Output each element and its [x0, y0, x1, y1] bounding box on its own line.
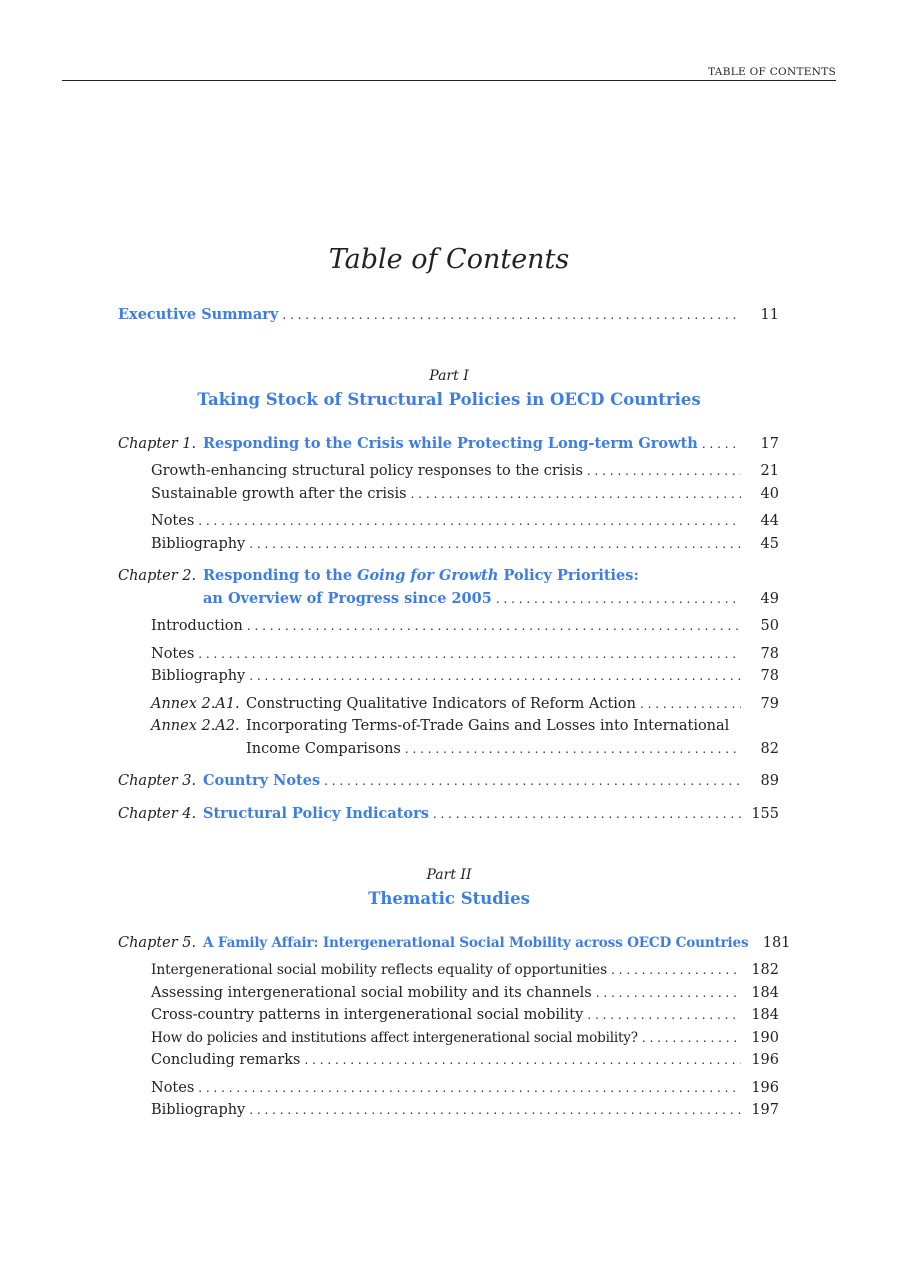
toc-subentry[interactable]	[151, 534, 779, 554]
page-number: 196	[751, 1052, 779, 1068]
subentry-title[interactable]: Bibliography	[151, 1102, 246, 1118]
chapter-prefix: Chapter 2.	[118, 568, 197, 584]
leader-dots	[611, 960, 741, 980]
page-number: 50	[760, 618, 779, 634]
annex-title-line2[interactable]: Income Comparisons	[246, 741, 401, 757]
leader-dots	[411, 484, 741, 504]
page-title: Table of Contents	[328, 244, 570, 275]
toc-subentry[interactable]	[151, 1078, 779, 1098]
subentry-title[interactable]: Notes	[151, 646, 195, 662]
toc-link-chapter-3[interactable]: Country Notes	[203, 772, 321, 789]
leader-dots	[640, 694, 741, 714]
toc-subentry[interactable]	[151, 1100, 779, 1120]
part-label: Part II	[426, 867, 472, 883]
toc-subentry[interactable]	[151, 461, 779, 481]
subentry-title[interactable]: Assessing intergenerational social mobility and its channels	[151, 985, 592, 1001]
page-number: 89	[760, 773, 779, 789]
toc-subentry[interactable]	[151, 983, 779, 1003]
page-number: 78	[760, 646, 779, 662]
running-header-label: TABLE OF CONTENTS	[708, 66, 836, 78]
page-number: 44	[760, 513, 779, 529]
page-number: 17	[760, 436, 779, 452]
subentry-title[interactable]: Intergenerational social mobility reflects equality of opportunities	[151, 962, 608, 978]
page-number: 182	[751, 962, 779, 978]
page-number: 79	[760, 696, 779, 712]
toc-entry-chapter-3[interactable]	[118, 771, 779, 791]
toc-subentry[interactable]	[151, 1028, 779, 1048]
page-number: 45	[760, 536, 779, 552]
toc-subentry[interactable]	[151, 1050, 779, 1070]
leader-dots	[198, 1078, 741, 1098]
toc-link-chapter-1[interactable]: Responding to the Crisis while Protecting Long-term Growth	[203, 435, 698, 452]
toc-entry-chapter-2-line2[interactable]	[203, 589, 779, 609]
toc-annex-entry-line2[interactable]	[246, 739, 779, 759]
toc-subentry[interactable]	[151, 644, 779, 664]
toc-link-chapter-5[interactable]: A Family Affair: Intergenerational Social Mobility across OECD Countries	[203, 935, 749, 951]
toc-entry-chapter-2-line1[interactable]	[118, 566, 779, 586]
subentry-title[interactable]: Notes	[151, 513, 195, 529]
subentry-title[interactable]: Bibliography	[151, 536, 246, 552]
leader-dots	[324, 771, 741, 791]
chapter-prefix: Chapter 5.	[118, 935, 197, 951]
part-title[interactable]: Thematic Studies	[368, 889, 530, 908]
leader-dots	[587, 1005, 741, 1025]
toc-entry-chapter-1[interactable]	[118, 434, 779, 454]
toc-entry-chapter-5[interactable]	[118, 933, 791, 953]
running-header	[62, 64, 836, 81]
subentry-title[interactable]: Introduction	[151, 618, 243, 634]
subentry-title[interactable]: Sustainable growth after the crisis	[151, 486, 407, 502]
leader-dots	[702, 434, 741, 454]
leader-dots	[282, 305, 741, 325]
page-number: 181	[762, 935, 791, 951]
page-number: 184	[751, 985, 779, 1001]
subentry-title[interactable]: Cross-country patterns in intergenerational social mobility	[151, 1007, 584, 1023]
toc-subentry[interactable]	[151, 960, 779, 980]
toc-subentry[interactable]	[151, 616, 779, 636]
chapter-2-title-italic: Going for Growth	[357, 567, 499, 584]
leader-dots	[304, 1050, 741, 1070]
chapter-2-title-part-a: Responding to the	[203, 567, 358, 584]
subentry-title[interactable]: How do policies and institutions affect intergenerational social mobility?	[151, 1030, 638, 1046]
toc-annex-entry[interactable]	[151, 694, 779, 714]
annex-title[interactable]: Constructing Qualitative Indicators of Reform Action	[246, 696, 636, 712]
toc-entry-chapter-4[interactable]	[118, 804, 779, 824]
toc-subentry[interactable]	[151, 511, 779, 531]
page-number: 190	[751, 1030, 779, 1046]
toc-subentry[interactable]	[151, 484, 779, 504]
toc-link-chapter-4[interactable]: Structural Policy Indicators	[203, 805, 429, 822]
page-number: 49	[760, 591, 779, 607]
leader-dots	[249, 534, 741, 554]
leader-dots	[249, 1100, 741, 1120]
leader-dots	[642, 1028, 741, 1048]
annex-prefix: Annex 2.A2.	[151, 718, 240, 734]
page-number: 21	[760, 463, 779, 479]
subentry-title[interactable]: Concluding remarks	[151, 1052, 301, 1068]
chapter-prefix: Chapter 4.	[118, 806, 197, 822]
annex-title[interactable]: Incorporating Terms-of-Trade Gains and Losses into International	[246, 718, 730, 734]
toc-link-chapter-2[interactable]	[203, 566, 639, 586]
toc-link-executive-summary[interactable]: Executive Summary	[118, 306, 279, 323]
page-number: 11	[760, 307, 779, 323]
subentry-title[interactable]: Growth-enhancing structural policy responses to the crisis	[151, 463, 583, 479]
page-number: 78	[760, 668, 779, 684]
leader-dots	[596, 983, 741, 1003]
chapter-2-title-part-b: Policy Priorities:	[498, 567, 639, 584]
toc-annex-entry-line1[interactable]	[151, 716, 779, 736]
chapter-prefix: Chapter 3.	[118, 773, 197, 789]
toc-entry-executive-summary[interactable]	[118, 305, 779, 325]
leader-dots	[198, 511, 741, 531]
subentry-title[interactable]: Notes	[151, 1080, 195, 1096]
part-label: Part I	[429, 368, 469, 384]
subentry-title[interactable]: Bibliography	[151, 668, 246, 684]
page-number: 196	[751, 1080, 779, 1096]
annex-prefix: Annex 2.A1.	[151, 696, 240, 712]
page-number: 82	[760, 741, 779, 757]
toc-subentry[interactable]	[151, 1005, 779, 1025]
chapter-prefix: Chapter 1.	[118, 436, 197, 452]
page-number: 184	[751, 1007, 779, 1023]
leader-dots	[249, 666, 741, 686]
leader-dots	[247, 616, 741, 636]
leader-dots	[587, 461, 741, 481]
leader-dots	[198, 644, 741, 664]
leader-dots	[405, 739, 741, 759]
page-number: 40	[760, 486, 779, 502]
leader-dots	[496, 589, 741, 609]
toc-subentry[interactable]	[151, 666, 779, 686]
page-number: 155	[751, 806, 779, 822]
leader-dots	[433, 804, 741, 824]
page-number: 197	[751, 1102, 779, 1118]
toc-link-chapter-2-line2[interactable]: an Overview of Progress since 2005	[203, 590, 492, 607]
part-title[interactable]: Taking Stock of Structural Policies in OECD Countries	[197, 390, 701, 409]
